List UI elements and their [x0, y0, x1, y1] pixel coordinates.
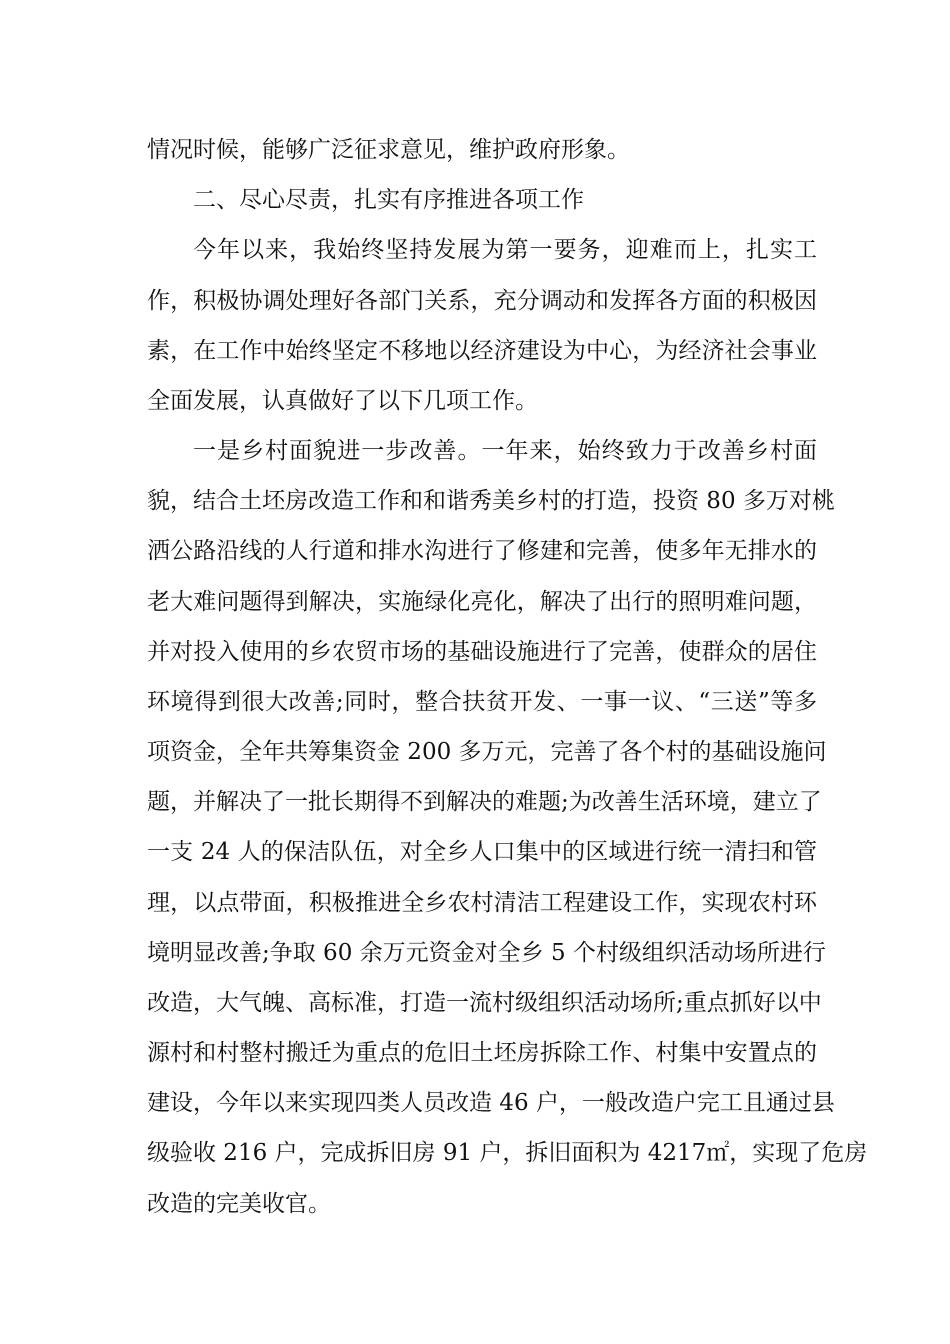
text-line: 环境得到很大改善;同时，整合扶贫开发、一事一议、“三送”等多 [147, 689, 817, 715]
text-line: 建设，今年以来实现四类人员改造 46 户，一般改造户完工且通过县 [147, 1090, 835, 1116]
text-line: 一是乡村面貌进一步改善。一年来，始终致力于改善乡村面 [193, 438, 817, 464]
text-line: 境明显改善;争取 60 余万元资金对全乡 5 个村级组织活动场所进行 [147, 940, 826, 966]
text-line: 貌，结合土坯房改造工作和和谐秀美乡村的打造，投资 80 多万对桃 [147, 488, 835, 514]
text-line: 一支 24 人的保洁队伍，对全乡人口集中的区域进行统一清扫和管 [147, 839, 817, 865]
text-line: 理，以点带面，积极推进全乡农村清洁工程建设工作，实现农村环 [147, 890, 817, 916]
text-line: 素，在工作中始终坚定不移地以经济建设为中心，为经济社会事业 [147, 338, 817, 364]
text-line: 源村和村整村搬迁为重点的危旧土坯房拆除工作、村集中安置点的 [147, 1040, 817, 1066]
text-line: 改造的完美收官。 [147, 1191, 331, 1217]
text-line: 级验收 216 户，完成拆旧房 91 户，拆旧面积为 4217㎡，实现了危房 [147, 1140, 868, 1166]
text-line: 情况时候，能够广泛征求意见，维护政府形象。 [147, 137, 630, 163]
text-line: 老大难问题得到解决，实施绿化亮化，解决了出行的照明难问题， [147, 589, 817, 615]
text-line: 并对投入使用的乡农贸市场的基础设施进行了完善，使群众的居住 [147, 639, 817, 665]
text-line: 全面发展，认真做好了以下几项工作。 [147, 388, 538, 414]
text-line: 项资金，全年共筹集资金 200 多万元，完善了各个村的基础设施问 [147, 739, 827, 765]
text-line: 洒公路沿线的人行道和排水沟进行了修建和完善，使多年无排水的 [147, 538, 817, 564]
text-line: 改造，大气魄、高标准，打造一流村级组织活动场所;重点抓好以中 [147, 990, 822, 1016]
section-heading: 二、尽心尽责，扎实有序推进各项工作 [193, 187, 584, 213]
text-line: 今年以来，我始终坚持发展为第一要务，迎难而上，扎实工 [193, 237, 817, 263]
text-line: 题，并解决了一批长期得不到解决的难题;为改善生活环境，建立了 [147, 789, 822, 815]
text-line: 作，积极协调处理好各部门关系，充分调动和发挥各方面的积极因 [147, 288, 817, 314]
